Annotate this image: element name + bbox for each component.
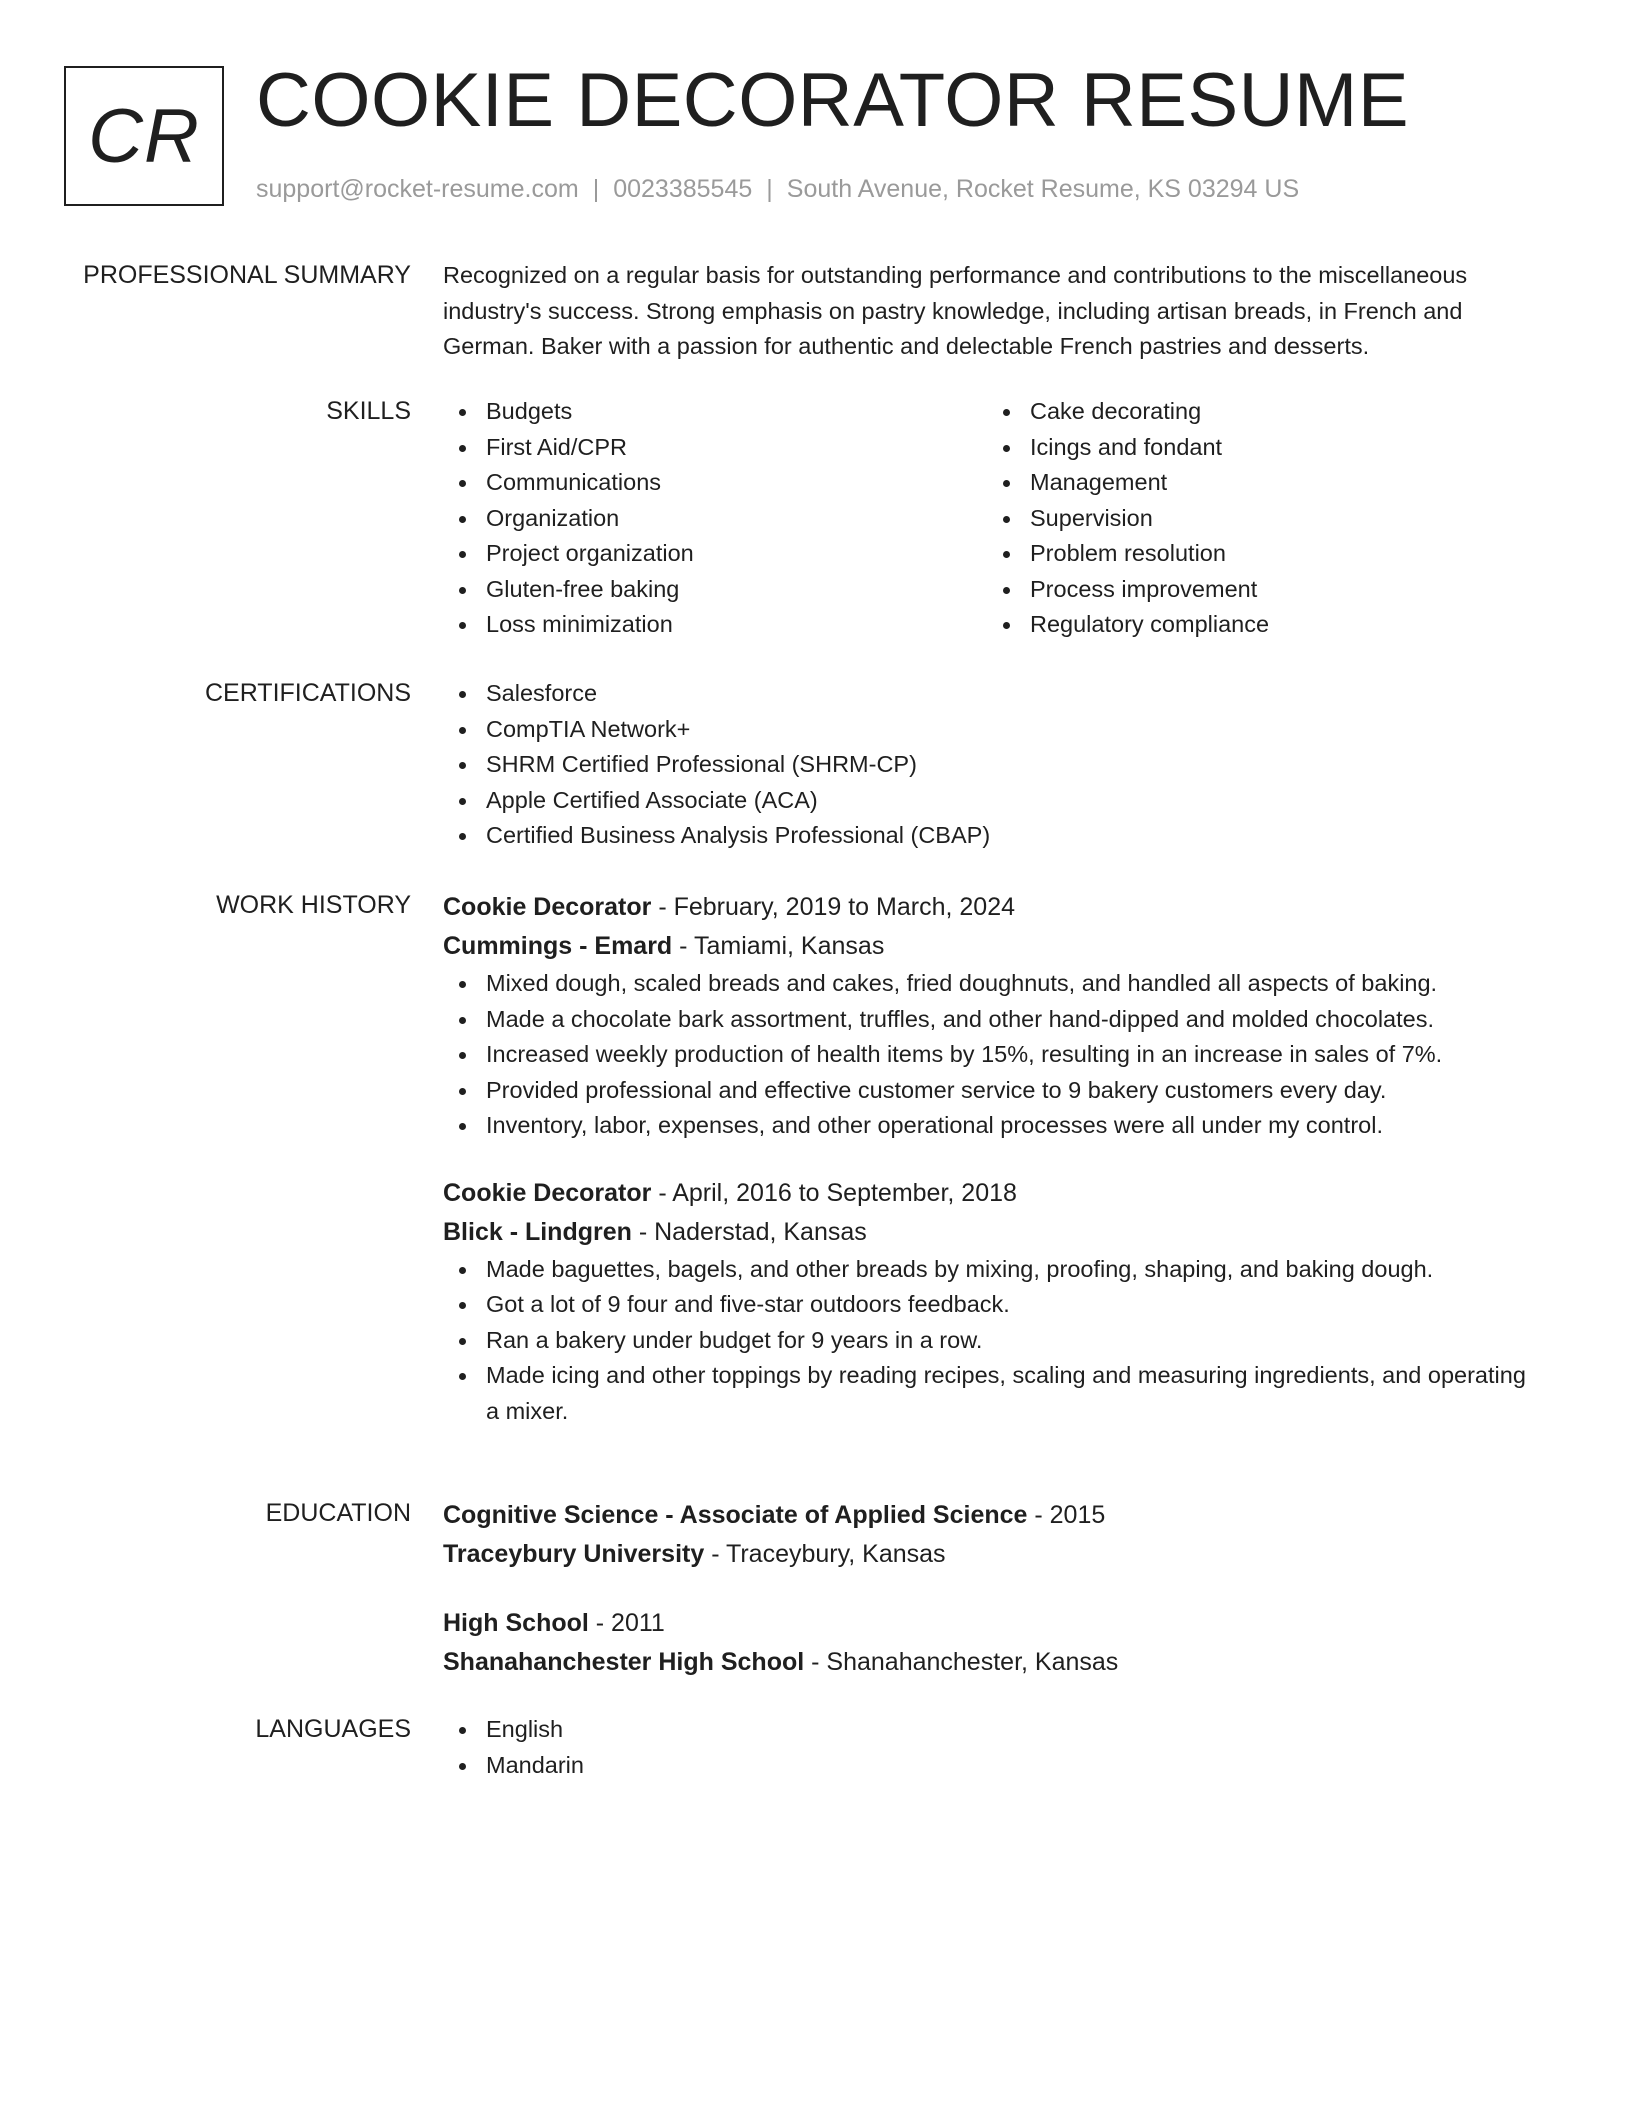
skill-item: Supervision <box>987 501 1531 537</box>
job-bullet: Increased weekly production of health items by 15%, resulting in an increase in sales of 7%. <box>443 1037 1533 1073</box>
job-bullets <box>443 966 1533 1144</box>
summary-line: Recognized on a regular basis for outstanding performance and contributions to the miscellaneous <box>443 262 1468 288</box>
section-label-education: EDUCATION <box>265 1499 411 1527</box>
skill-item: First Aid/CPR <box>443 430 987 466</box>
job-entry <box>443 1174 1533 1430</box>
education-school-line <box>443 1643 1533 1682</box>
education-location: - Shanahanchester, Kansas <box>804 1648 1119 1676</box>
education-year: - 2011 <box>588 1609 665 1637</box>
education-location: - Traceybury, Kansas <box>704 1540 946 1568</box>
job-bullet: Mixed dough, scaled breads and cakes, fried doughnuts, and handled all aspects of baking. <box>443 966 1533 1002</box>
section-label-certifications: CERTIFICATIONS <box>204 679 411 707</box>
summary-line: industry's success. Strong emphasis on pastry knowledge, including artisan breads, in French and <box>443 297 1463 324</box>
skill-item: Problem resolution <box>987 536 1531 572</box>
education-entry <box>443 1496 1533 1574</box>
job-company-line <box>443 927 1533 966</box>
job-dates: - February, 2019 to March, 2024 <box>651 893 1016 921</box>
certifications-body <box>443 676 1533 854</box>
certification-item: Certified Business Analysis Professional (CBAP) <box>443 818 1533 854</box>
contact-email[interactable]: support@rocket-resume.com <box>256 175 579 203</box>
job-title: Cookie Decorator <box>443 1178 652 1207</box>
section-label-languages: LANGUAGES <box>255 1715 411 1743</box>
skills-list-right <box>987 394 1531 643</box>
language-item: Mandarin <box>443 1748 1533 1784</box>
contact-line <box>256 172 1299 206</box>
job-bullet: Made icing and other toppings by reading recipes, scaling and measuring ingredients, and operating a mixer. <box>443 1358 1533 1429</box>
job-bullets <box>443 1252 1533 1430</box>
section-label-summary: PROFESSIONAL SUMMARY <box>83 261 411 289</box>
job-location: - Tamiami, Kansas <box>672 932 885 960</box>
skills-list-left <box>443 394 987 643</box>
contact-separator: | <box>592 175 600 203</box>
skill-item: Budgets <box>443 394 987 430</box>
contact-address: South Avenue, Rocket Resume, KS 03294 US <box>786 175 1300 203</box>
job-bullet: Made baguettes, bagels, and other breads by mixing, proofing, shaping, and baking dough. <box>443 1252 1533 1288</box>
job-entry <box>443 888 1533 1144</box>
languages-body <box>443 1712 1533 1783</box>
certification-item: Salesforce <box>443 676 1533 712</box>
education-school: Shanahanchester High School <box>443 1648 805 1676</box>
skill-item: Cake decorating <box>987 394 1531 430</box>
certification-item: CompTIA Network+ <box>443 712 1533 748</box>
skills-columns <box>443 394 1533 643</box>
skill-item: Loss minimization <box>443 607 987 643</box>
skill-item: Communications <box>443 465 987 501</box>
job-title-line <box>443 1174 1533 1213</box>
language-item: English <box>443 1712 1533 1748</box>
job-company: Blick - Lindgren <box>443 1217 632 1246</box>
job-bullet: Inventory, labor, expenses, and other operational processes were all under my control. <box>443 1108 1533 1144</box>
job-bullet: Got a lot of 9 four and five-star outdoors feedback. <box>443 1287 1533 1323</box>
skill-item: Process improvement <box>987 572 1531 608</box>
skill-item: Management <box>987 465 1531 501</box>
education-school-line <box>443 1535 1533 1574</box>
skill-item: Icings and fondant <box>987 430 1531 466</box>
education-degree: Cognitive Science - Associate of Applied Science <box>443 1501 1028 1529</box>
job-title: Cookie Decorator <box>443 893 652 921</box>
summary-text <box>443 258 1533 365</box>
skill-item: Regulatory compliance <box>987 607 1531 643</box>
summary-line: German. Baker with a passion for authentic and delectable French pastries and desserts. <box>443 333 1370 359</box>
skill-item: Gluten-free baking <box>443 572 987 608</box>
job-location: - Naderstad, Kansas <box>631 1217 867 1246</box>
skill-item: Organization <box>443 501 987 537</box>
job-company-line <box>443 1213 1533 1252</box>
monogram-logo: CR <box>64 66 224 206</box>
job-company: Cummings - Emard <box>443 932 673 960</box>
education-entry <box>443 1604 1533 1682</box>
education-body <box>443 1496 1533 1682</box>
contact-phone[interactable]: 0023385545 <box>613 175 753 203</box>
skill-item: Project organization <box>443 536 987 572</box>
languages-list <box>443 1712 1533 1783</box>
job-bullet: Ran a bakery under budget for 9 years in a row. <box>443 1323 1533 1359</box>
job-bullet: Made a chocolate bark assortment, truffles, and other hand-dipped and molded chocolates. <box>443 1002 1533 1038</box>
education-school: Traceybury University <box>443 1540 705 1568</box>
job-bullet: Provided professional and effective customer service to 9 bakery customers every day. <box>443 1073 1533 1109</box>
job-title-line <box>443 888 1533 927</box>
certification-item: SHRM Certified Professional (SHRM-CP) <box>443 747 1533 783</box>
section-label-skills: SKILLS <box>326 397 411 425</box>
education-degree-line <box>443 1604 1533 1643</box>
education-year: - 2015 <box>1027 1501 1106 1529</box>
job-dates: - April, 2016 to September, 2018 <box>651 1178 1017 1207</box>
education-degree-line <box>443 1496 1533 1535</box>
certification-item: Apple Certified Associate (ACA) <box>443 783 1533 819</box>
education-degree: High School <box>443 1609 589 1637</box>
certifications-list <box>443 676 1533 854</box>
work-body <box>443 888 1533 1429</box>
contact-separator: | <box>766 175 773 203</box>
resume-title: COOKIE DECORATOR RESUME <box>256 58 1410 143</box>
section-label-work: WORK HISTORY <box>216 891 411 919</box>
